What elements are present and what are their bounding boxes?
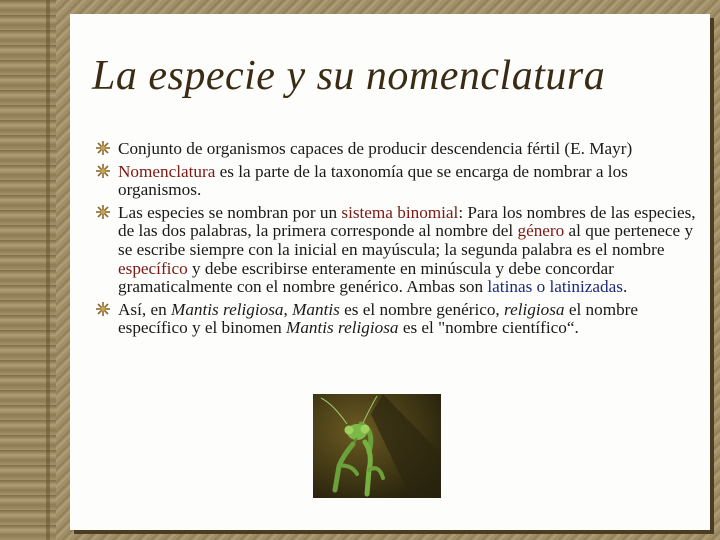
bullet-text: . [622, 277, 628, 297]
bullet-text: y debe escribirse enteramente en minúscula y debe concordar gramaticalmente con el nombre genérico. Ambas son [118, 258, 614, 297]
bullet-list [96, 140, 696, 342]
genus-name: Mantis [292, 299, 340, 319]
bullet-item-4 [96, 301, 696, 338]
praying-mantis-photo [313, 394, 441, 498]
starburst-bullet-icon [96, 164, 110, 178]
bullet-text: el nombre específico y el binomen [118, 299, 639, 338]
epithet-name: religiosa [504, 299, 565, 319]
slide-title: La especie y su nomenclatura [92, 53, 606, 99]
bullet-text: es el "nombre científico“. [398, 318, 579, 338]
decorative-side-strip [0, 0, 56, 540]
bullet-text: al que pertenece y se escribe siempre con la inicial en mayúscula; la segunda palabra es el nombre [118, 221, 694, 259]
bullet-text: es la parte de la taxonomía que se encarga de nombrar a los organismos. [118, 161, 628, 200]
starburst-bullet-icon [96, 205, 110, 219]
term-sistema-binomial: sistema binomial [341, 202, 459, 222]
bullet-text: Conjunto de organismos capaces de producir descendencia fértil (E. Mayr) [118, 139, 633, 158]
term-especifico: específico [118, 258, 188, 278]
mantis-image [313, 394, 441, 498]
term-nomenclatura: Nomenclatura [118, 161, 216, 181]
bullet-item-2 [96, 163, 696, 200]
bullet-text: Así, en [118, 299, 171, 319]
bullet-item-3 [96, 204, 696, 297]
bullet-text: , [283, 299, 293, 319]
bullet-text: : Para los nombres de las especies, de las dos palabras, la primera corresponde al nombre del [118, 202, 696, 241]
term-genero: género [517, 221, 565, 241]
starburst-bullet-icon [96, 302, 110, 316]
bullet-text: Las especies se nombran por un [118, 202, 342, 222]
bullet-item-1 [96, 140, 696, 159]
term-latinas: latinas o latinizadas [487, 277, 623, 297]
species-name: Mantis religiosa [171, 299, 284, 319]
species-name: Mantis religiosa [286, 318, 399, 338]
bullet-text: es el nombre genérico, [339, 299, 505, 319]
starburst-bullet-icon [96, 141, 110, 155]
